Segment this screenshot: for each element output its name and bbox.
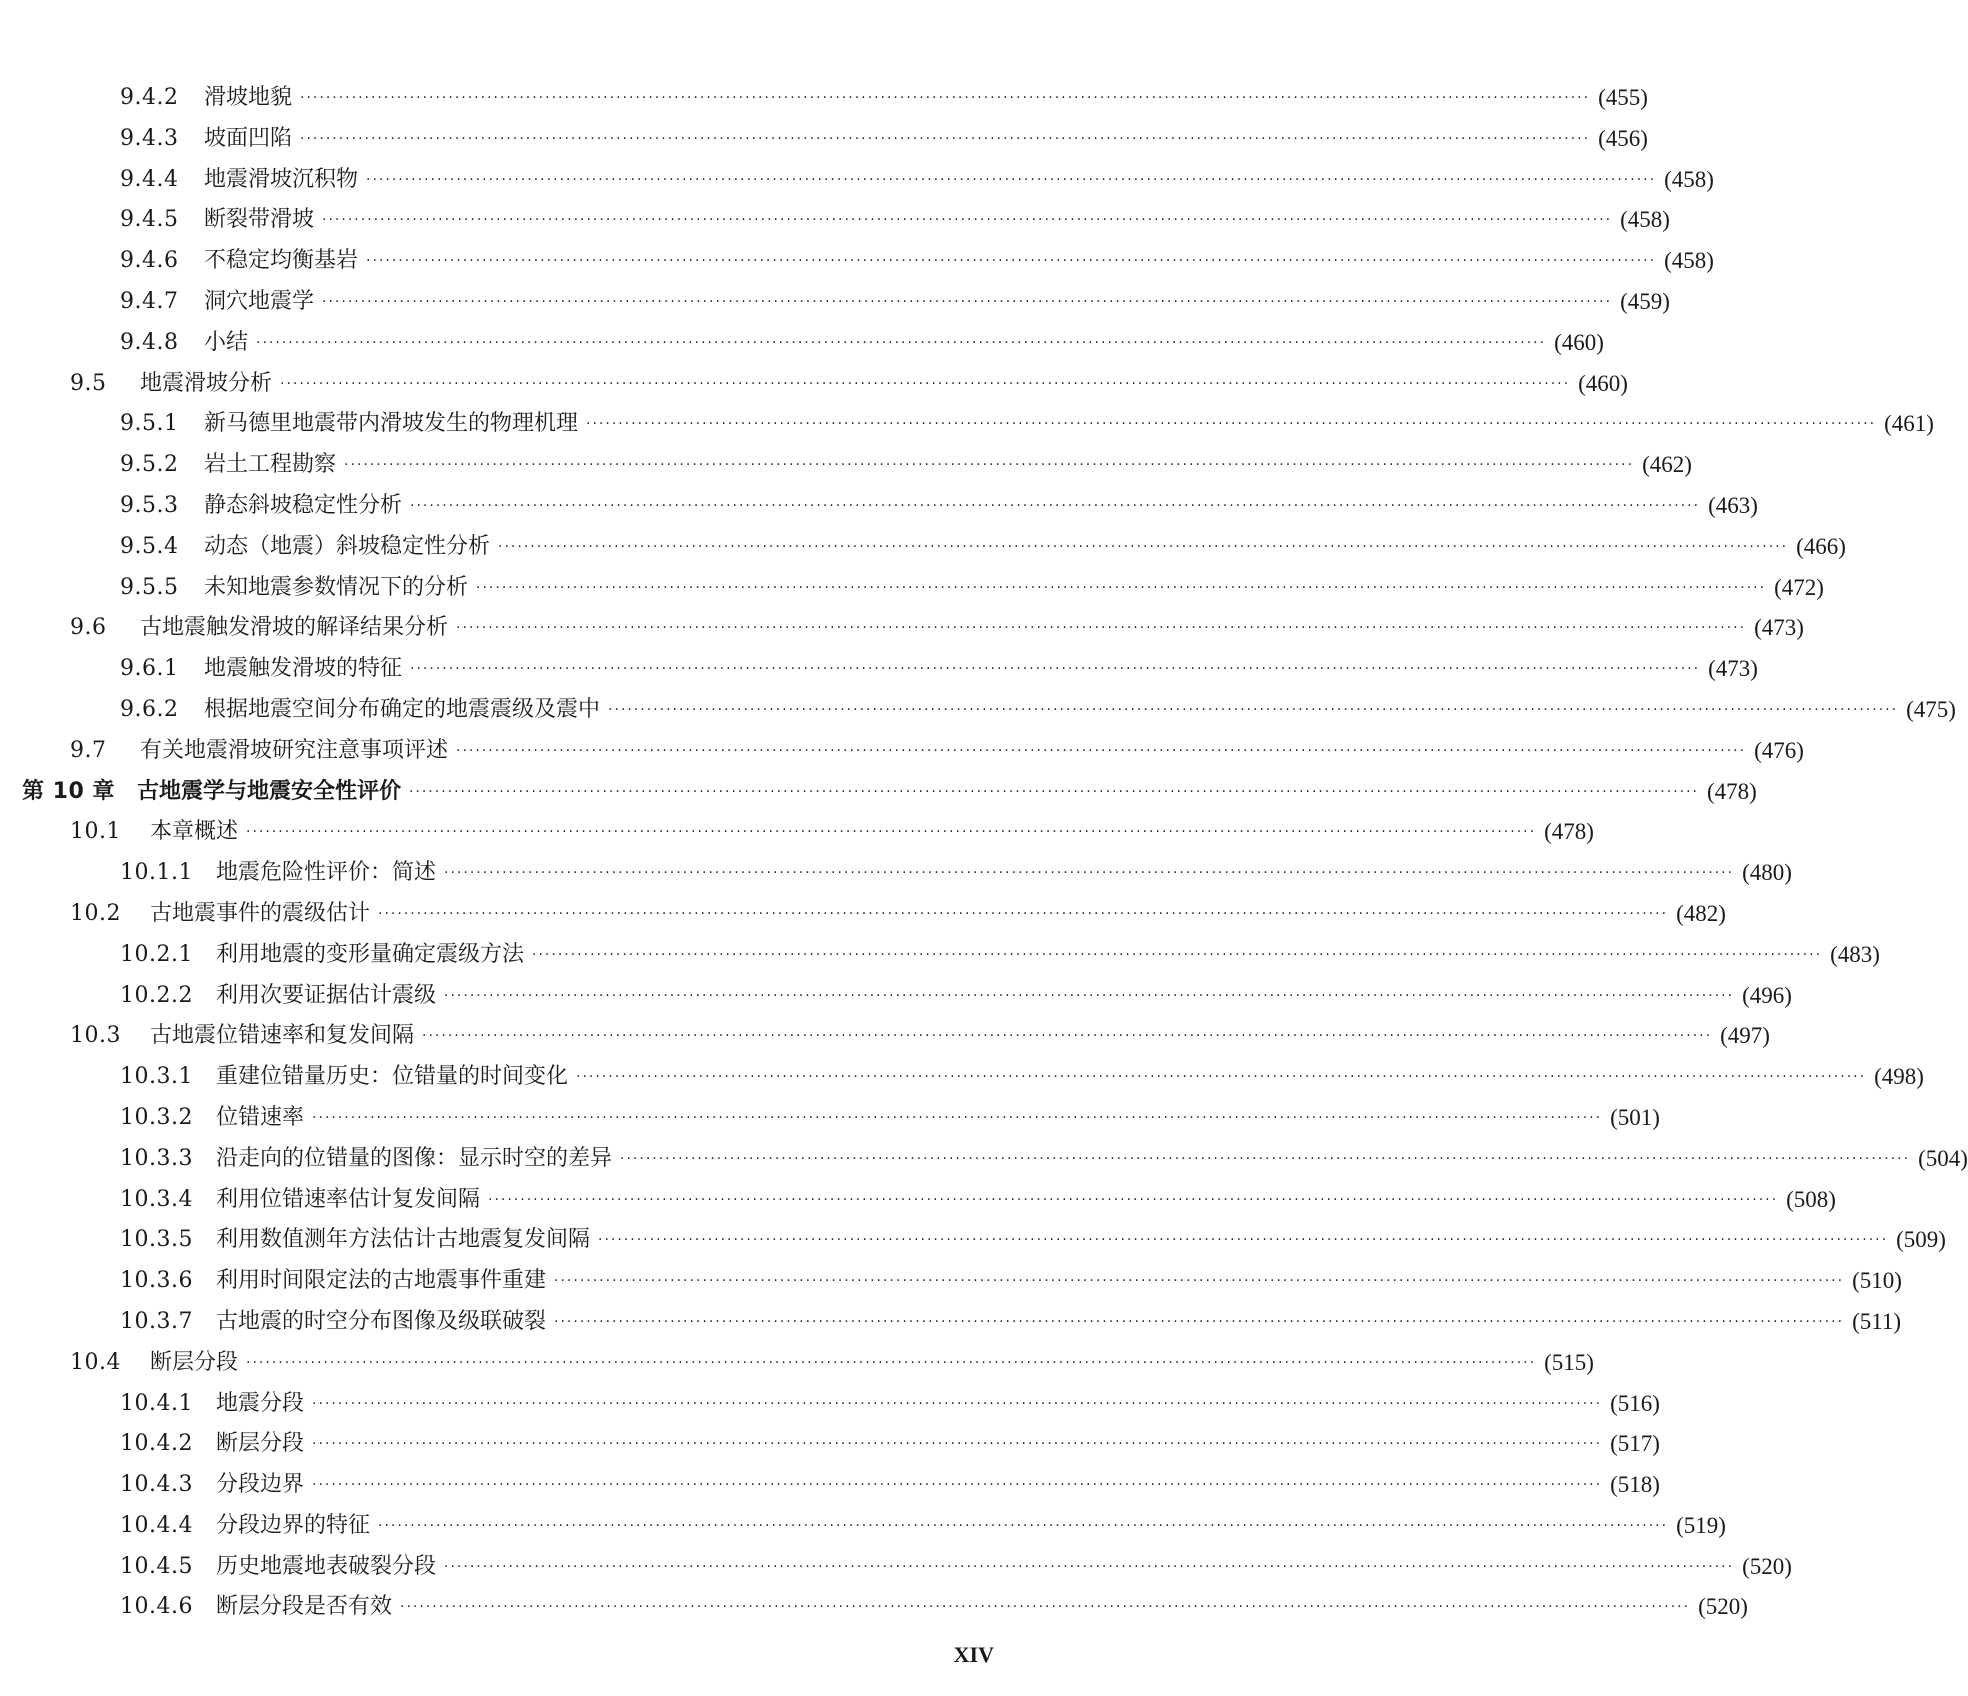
table-of-contents [0,78,1968,1628]
toc-entry-title: 古地震触发滑坡的解译结果分析 [140,615,449,641]
toc-entry-title: 地震分段 [216,1390,305,1416]
toc-entry-number: 10.4.5 [120,1553,193,1579]
toc-entry-title: 沿走向的位错量的图像：显示时空的差异 [216,1145,613,1171]
toc-leader-dots: ········································································································································································································ [408,783,1699,800]
toc-entry-title: 利用时间限定法的古地震事件重建 [216,1268,547,1294]
toc-entry-title: 地震危险性评价：简述 [216,860,437,886]
toc-entry-page: (519) [1676,1512,1726,1538]
toc-entry [0,445,1692,486]
toc-entry-title: 古地震位错速率和复发间隔 [150,1023,415,1049]
toc-entry-title: 地震触发滑坡的特征 [204,656,403,682]
toc-entry-number: 10.2.1 [120,941,193,967]
toc-entry [0,731,1804,772]
toc-entry-title: 有关地震滑坡研究注意事项评述 [140,737,449,763]
toc-entry-page: (463) [1708,492,1758,518]
toc-entry [0,894,1726,935]
toc-entry-number: 10.4.2 [120,1431,193,1457]
toc-entry [0,649,1758,690]
toc-entry-title: 地震滑坡分析 [140,370,273,396]
toc-entry [0,1139,1968,1180]
toc-entry [0,1302,1902,1343]
toc-leader-dots: ········································································································································································································ [456,742,1747,759]
toc-entry-page: (458) [1620,207,1670,233]
toc-entry-page: (459) [1620,288,1670,314]
toc-leader-dots: ········································································································································································································ [256,334,1547,351]
toc-entry-number: 9.5 [70,370,107,396]
toc-entry [0,119,1648,160]
toc-leader-dots: ········································································································································································································ [422,1028,1713,1045]
toc-entry-number: 9.4.6 [120,248,179,274]
toc-leader-dots: ········································································································································································································ [378,905,1669,922]
toc-entry-title: 断裂带滑坡 [204,207,315,233]
toc-leader-dots: ········································································································································································································ [620,1150,1911,1167]
toc-entry-number: 9.4.8 [120,329,179,355]
toc-entry-number: 9.4.7 [120,288,179,314]
toc-leader-dots: ········································································································································································································ [312,1477,1603,1494]
toc-entry-page: (472) [1774,574,1824,600]
toc-entry [0,364,1628,405]
toc-leader-dots: ········································································································································································································ [322,293,1613,310]
toc-entry [0,1180,1836,1221]
toc-entry-page: (458) [1664,248,1714,274]
toc-leader-dots: ········································································································································································································ [344,457,1635,474]
toc-entry [0,241,1714,282]
toc-entry-page: (504) [1918,1145,1968,1171]
toc-leader-dots: ········································································································································································································ [312,1109,1603,1126]
toc-entry-title: 动态（地震）斜坡稳定性分析 [204,533,491,559]
toc-entry-title: 未知地震参数情况下的分析 [204,574,469,600]
toc-entry-page: (456) [1598,125,1648,151]
toc-entry [0,323,1604,364]
toc-entry-number: 9.4.3 [120,125,179,151]
toc-entry-page: (501) [1610,1104,1660,1130]
toc-entry-title: 利用位错速率估计复发间隔 [216,1186,481,1212]
toc-entry-title: 坡面凹陷 [204,125,293,151]
toc-entry-title: 利用数值测年方法估计古地震复发间隔 [216,1227,591,1253]
toc-entry [0,1261,1902,1302]
toc-entry [0,772,1757,813]
toc-entry-page: (496) [1742,982,1792,1008]
toc-leader-dots: ········································································································································································································ [608,701,1899,718]
toc-entry-page: (458) [1664,166,1714,192]
toc-entry [0,1057,1924,1098]
toc-leader-dots: ········································································································································································································ [444,1558,1735,1575]
toc-entry-number: 10.3.3 [120,1145,193,1171]
toc-entry-page: (510) [1852,1268,1902,1294]
toc-leader-dots: ········································································································································································································ [532,946,1823,963]
toc-entry-number: 9.5.2 [120,452,179,478]
toc-entry-number: 9.7 [70,737,107,763]
toc-entry-number: 10.4.3 [120,1472,193,1498]
toc-entry-number: 10.3.5 [120,1227,193,1253]
toc-entry-title: 历史地震地表破裂分段 [216,1553,437,1579]
toc-entry-title: 分段边界 [216,1472,305,1498]
toc-entry [0,200,1670,241]
toc-entry-page: (460) [1554,329,1604,355]
toc-entry-number: 10.3.4 [120,1186,193,1212]
toc-entry [0,1384,1660,1425]
toc-entry [0,282,1670,323]
toc-leader-dots: ········································································································································································································ [410,661,1701,678]
toc-entry-number: 10.2.2 [120,982,193,1008]
toc-entry [0,812,1594,853]
toc-entry-number: 10.3.2 [120,1104,193,1130]
toc-entry-title: 地震滑坡沉积物 [204,166,359,192]
toc-entry [0,1098,1660,1139]
toc-entry-title: 新马德里地震带内滑坡发生的物理机理 [204,411,579,437]
toc-entry-page: (517) [1610,1431,1660,1457]
toc-entry [0,976,1792,1017]
toc-entry [0,935,1880,976]
toc-entry-title: 不稳定均衡基岩 [204,248,359,274]
toc-entry-number: 9.5.3 [120,492,179,518]
toc-entry-number: 10.3.1 [120,1064,193,1090]
toc-entry [0,1220,1946,1261]
toc-entry-title: 根据地震空间分布确定的地震震级及震中 [204,696,601,722]
toc-entry-title: 静态斜坡稳定性分析 [204,492,403,518]
toc-entry-page: (508) [1786,1186,1836,1212]
toc-entry-page: (478) [1707,778,1757,804]
toc-entry-number: 10.4.1 [120,1390,193,1416]
toc-leader-dots: ········································································································································································································ [498,538,1789,555]
toc-entry-page: (497) [1720,1023,1770,1049]
toc-entry-title: 滑坡地貌 [204,85,293,110]
toc-entry [0,1506,1726,1547]
toc-entry-title: 古地震学与地震安全性评价 [136,778,401,804]
toc-entry-title: 古地震事件的震级估计 [150,900,371,926]
toc-entry-number: 10.4.6 [120,1594,193,1620]
toc-entry [0,1424,1660,1465]
toc-entry-page: (515) [1544,1349,1594,1375]
toc-leader-dots: ········································································································································································································ [312,1395,1603,1412]
toc-entry-page: (509) [1896,1227,1946,1253]
toc-leader-dots: ········································································································································································································ [366,171,1657,188]
toc-entry-title: 小结 [204,329,249,355]
toc-entry-title: 本章概述 [150,819,239,845]
toc-entry [0,1587,1748,1628]
toc-entry-page: (466) [1796,533,1846,559]
toc-entry-number: 9.5.1 [120,411,179,437]
toc-entry-title: 洞穴地震学 [204,288,315,314]
toc-leader-dots: ········································································································································································································ [554,1273,1845,1290]
toc-entry-number: 9.6.2 [120,696,179,722]
toc-entry-title: 古地震的时空分布图像及级联破裂 [216,1308,547,1334]
toc-entry-page: (480) [1742,860,1792,886]
toc-entry-title: 利用地震的变形量确定震级方法 [216,941,525,967]
toc-entry [0,608,1804,649]
toc-leader-dots: ········································································································································································································ [444,865,1735,882]
toc-leader-dots: ········································································································································································································ [598,1232,1889,1249]
toc-entry-page: (482) [1676,900,1726,926]
toc-entry [0,690,1956,731]
toc-entry-page: (518) [1610,1472,1660,1498]
toc-entry [0,1465,1660,1506]
toc-leader-dots: ········································································································································································································ [400,1599,1691,1616]
toc-entry-number: 10.3.6 [120,1268,193,1294]
toc-leader-dots: ········································································································································································································ [312,1436,1603,1453]
toc-entry-number: 9.4.4 [120,166,179,192]
toc-leader-dots: ········································································································································································································ [246,1354,1537,1371]
toc-entry-page: (475) [1906,696,1956,722]
toc-entry-page: (462) [1642,452,1692,478]
toc-leader-dots: ········································································································································································································ [488,1191,1779,1208]
toc-leader-dots: ········································································································································································································ [586,416,1877,433]
toc-entry [0,78,1648,119]
toc-leader-dots: ········································································································································································································ [300,130,1591,147]
toc-leader-dots: ········································································································································································································ [300,90,1591,106]
toc-entry-number: 9.6.1 [120,656,179,682]
toc-entry-page: (473) [1754,615,1804,641]
toc-leader-dots: ········································································································································································································ [576,1069,1867,1086]
toc-entry-number: 10.4.4 [120,1512,193,1538]
toc-entry-page: (511) [1852,1308,1902,1334]
toc-entry-title: 断层分段 [150,1349,239,1375]
toc-entry-number: 10.2 [70,900,121,926]
toc-entry-title: 重建位错量历史：位错量的时间变化 [216,1064,569,1090]
toc-entry-title: 断层分段是否有效 [216,1594,393,1620]
toc-entry-number: 10.3.7 [120,1308,193,1334]
toc-entry-page: (460) [1578,370,1628,396]
toc-entry-number: 10.1.1 [120,860,193,886]
toc-entry-number: 9.6 [70,615,107,641]
toc-entry-number: 9.5.5 [120,574,179,600]
toc-entry-page: (455) [1598,85,1648,110]
toc-entry-number: 9.4.2 [120,85,179,110]
toc-entry-title: 岩土工程勘察 [204,452,337,478]
toc-leader-dots: ········································································································································································································ [444,987,1735,1004]
toc-entry [0,527,1846,568]
toc-entry [0,1343,1594,1384]
toc-leader-dots: ········································································································································································································ [378,1517,1669,1534]
toc-leader-dots: ········································································································································································································ [554,1313,1845,1330]
toc-entry-page: (461) [1884,411,1934,437]
toc-entry-title: 分段边界的特征 [216,1512,371,1538]
toc-leader-dots: ········································································································································································································ [280,375,1571,392]
page-number-folio: XIV [953,1642,994,1667]
toc-entry [0,160,1714,201]
toc-entry-number: 10.1 [70,819,121,845]
toc-entry [0,404,1934,445]
toc-entry-page: (520) [1742,1553,1792,1579]
toc-entry-number: 10.4 [70,1349,121,1375]
toc-entry-page: (476) [1754,737,1804,763]
toc-entry-number: 第 10 章 [22,778,115,804]
toc-leader-dots: ········································································································································································································ [456,620,1747,637]
toc-entry-page: (520) [1698,1594,1748,1620]
toc-entry [0,853,1792,894]
toc-entry-page: (516) [1610,1390,1660,1416]
toc-entry-title: 断层分段 [216,1431,305,1457]
toc-entry-number: 9.4.5 [120,207,179,233]
toc-entry-title: 利用次要证据估计震级 [216,982,437,1008]
toc-leader-dots: ········································································································································································································ [410,497,1701,514]
toc-entry [0,1016,1770,1057]
toc-entry [0,1547,1792,1588]
toc-leader-dots: ········································································································································································································ [322,212,1613,229]
toc-entry-page: (483) [1830,941,1880,967]
toc-entry-page: (478) [1544,819,1594,845]
toc-entry-number: 9.5.4 [120,533,179,559]
toc-entry [0,486,1758,527]
toc-entry [0,568,1824,609]
toc-entry-title: 位错速率 [216,1104,305,1130]
toc-entry-page: (473) [1708,656,1758,682]
toc-entry-number: 10.3 [70,1023,121,1049]
toc-entry-page: (498) [1874,1064,1924,1090]
toc-leader-dots: ········································································································································································································ [246,824,1537,841]
toc-leader-dots: ········································································································································································································ [366,253,1657,270]
toc-leader-dots: ········································································································································································································ [476,579,1767,596]
